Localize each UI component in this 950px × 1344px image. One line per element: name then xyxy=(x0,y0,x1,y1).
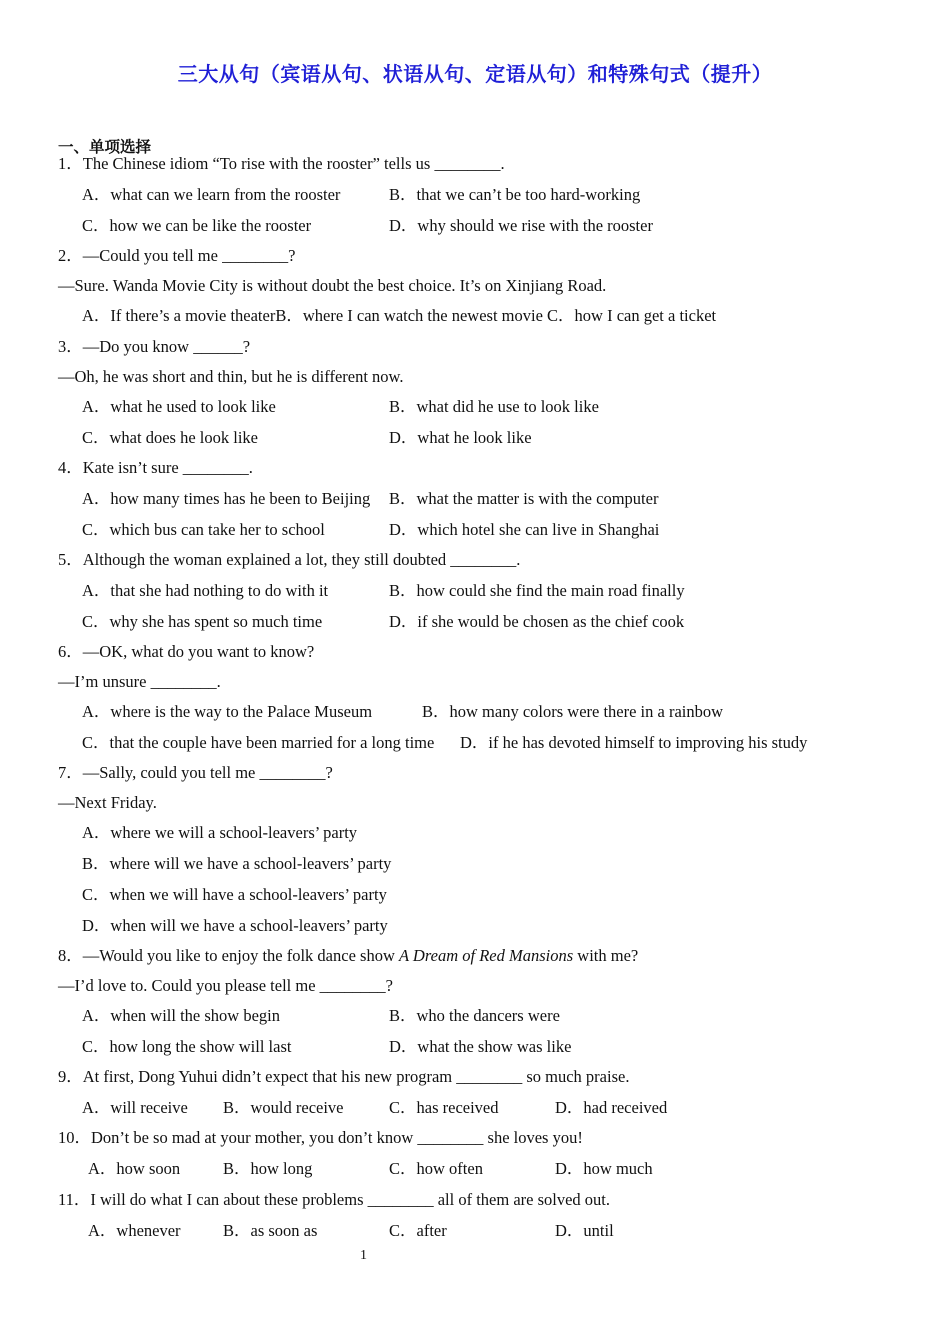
question-10-option-b: B．how long xyxy=(223,1159,313,1178)
question-5-option-b: B．how could she find the main road finally xyxy=(389,581,685,600)
question-3-option-c: C．what does he look like xyxy=(82,428,258,447)
question-10-option-d: D．how much xyxy=(555,1159,653,1178)
section-heading: 一、单项选择 xyxy=(58,138,152,156)
question-9-option-c: C．has received xyxy=(389,1098,499,1117)
question-8-stem-pre: 8．—Would you like to enjoy the folk dance show xyxy=(58,946,399,965)
question-1-option-c: C．how we can be like the rooster xyxy=(82,216,312,235)
question-9-option-d: D．had received xyxy=(555,1098,668,1117)
question-5-option-c: C．why she has spent so much time xyxy=(82,612,323,631)
question-6-option-c: C．that the couple have been married for a long time xyxy=(82,733,435,752)
question-4-option-d: D．which hotel she can live in Shanghai xyxy=(389,520,660,539)
page-number: 1 xyxy=(360,1248,367,1263)
question-7-option-d: D．when will we have a school-leavers’ party xyxy=(82,916,388,935)
question-8-option-d: D．what the show was like xyxy=(389,1037,572,1056)
question-11-option-c: C．after xyxy=(389,1221,447,1240)
question-8-stem xyxy=(58,946,638,966)
question-5-option-a: A．that she had nothing to do with it xyxy=(82,581,329,600)
question-2-stem: 2．—Could you tell me ________? xyxy=(58,246,296,265)
question-1-stem: 1．The Chinese idiom “To rise with the rooster” tells us ________. xyxy=(58,154,505,173)
question-10-stem: 10．Don’t be so mad at your mother, you don’t know ________ she loves you! xyxy=(58,1128,583,1147)
document-title: 三大从句（宾语从句、状语从句、定语从句）和特殊句式（提升） xyxy=(177,62,773,86)
question-11-option-d: D．until xyxy=(555,1221,614,1240)
question-10-option-a: A．how soon xyxy=(88,1159,181,1178)
question-4-option-a: A．how many times has he been to Beijing xyxy=(82,489,371,508)
question-6-reply: —I’m unsure ________. xyxy=(58,672,221,691)
question-3-option-d: D．what he look like xyxy=(389,428,532,447)
question-7-option-b: B．where will we have a school-leavers’ party xyxy=(82,854,392,873)
question-9-stem: 9．At first, Dong Yuhui didn’t expect that his new program ________ so much praise. xyxy=(58,1067,630,1086)
question-6-stem: 6．—OK, what do you want to know? xyxy=(58,642,315,661)
question-6-option-b: B．how many colors were there in a rainbow xyxy=(422,702,724,721)
question-3-reply: —Oh, he was short and thin, but he is different now. xyxy=(58,367,404,386)
question-11-option-b: B．as soon as xyxy=(223,1221,318,1240)
question-3-stem: 3．—Do you know ______? xyxy=(58,337,251,356)
question-3-option-a: A．what he used to look like xyxy=(82,397,276,416)
question-8-reply: —I’d love to. Could you please tell me ________? xyxy=(58,976,393,995)
show-title: A Dream of Red Mansions xyxy=(399,946,574,965)
question-7-option-c: C．when we will have a school-leavers’ party xyxy=(82,885,387,904)
question-4-option-c: C．which bus can take her to school xyxy=(82,520,325,539)
question-7-reply: —Next Friday. xyxy=(58,793,157,812)
question-4-stem: 4．Kate isn’t sure ________. xyxy=(58,458,253,477)
question-11-stem: 11．I will do what I can about these problems ________ all of them are solved out. xyxy=(58,1190,611,1209)
question-8-option-c: C．how long the show will last xyxy=(82,1037,292,1056)
question-7-stem: 7．—Sally, could you tell me ________? xyxy=(58,763,333,782)
question-5-option-d: D．if she would be chosen as the chief cook xyxy=(389,612,685,631)
question-4-option-b: B．what the matter is with the computer xyxy=(389,489,659,508)
question-8-option-a: A．when will the show begin xyxy=(82,1006,280,1025)
question-5-stem: 5．Although the woman explained a lot, they still doubted ________. xyxy=(58,550,521,569)
question-6-option-d: D．if he has devoted himself to improving his study xyxy=(460,733,808,752)
question-9-option-b: B．would receive xyxy=(223,1098,344,1117)
question-1-option-b: B．that we can’t be too hard-working xyxy=(389,185,641,204)
question-10-option-c: C．how often xyxy=(389,1159,483,1178)
question-6-option-a: A．where is the way to the Palace Museum xyxy=(82,702,373,721)
question-8-stem-post: with me? xyxy=(573,946,639,965)
question-9-option-a: A．will receive xyxy=(82,1098,188,1117)
question-3-option-b: B．what did he use to look like xyxy=(389,397,599,416)
question-1-option-a: A．what can we learn from the rooster xyxy=(82,185,341,204)
question-11-option-a: A．whenever xyxy=(88,1221,181,1240)
question-8-option-b: B．who the dancers were xyxy=(389,1006,560,1025)
question-2-reply: —Sure. Wanda Movie City is without doubt the best choice. It’s on Xinjiang Road. xyxy=(58,276,607,295)
question-7-option-a: A．where we will a school-leavers’ party xyxy=(82,823,358,842)
question-2-options: A．If there’s a movie theaterB．where I can watch the newest movie C．how I can get a ticket xyxy=(82,306,717,325)
question-1-option-d: D．why should we rise with the rooster xyxy=(389,216,653,235)
